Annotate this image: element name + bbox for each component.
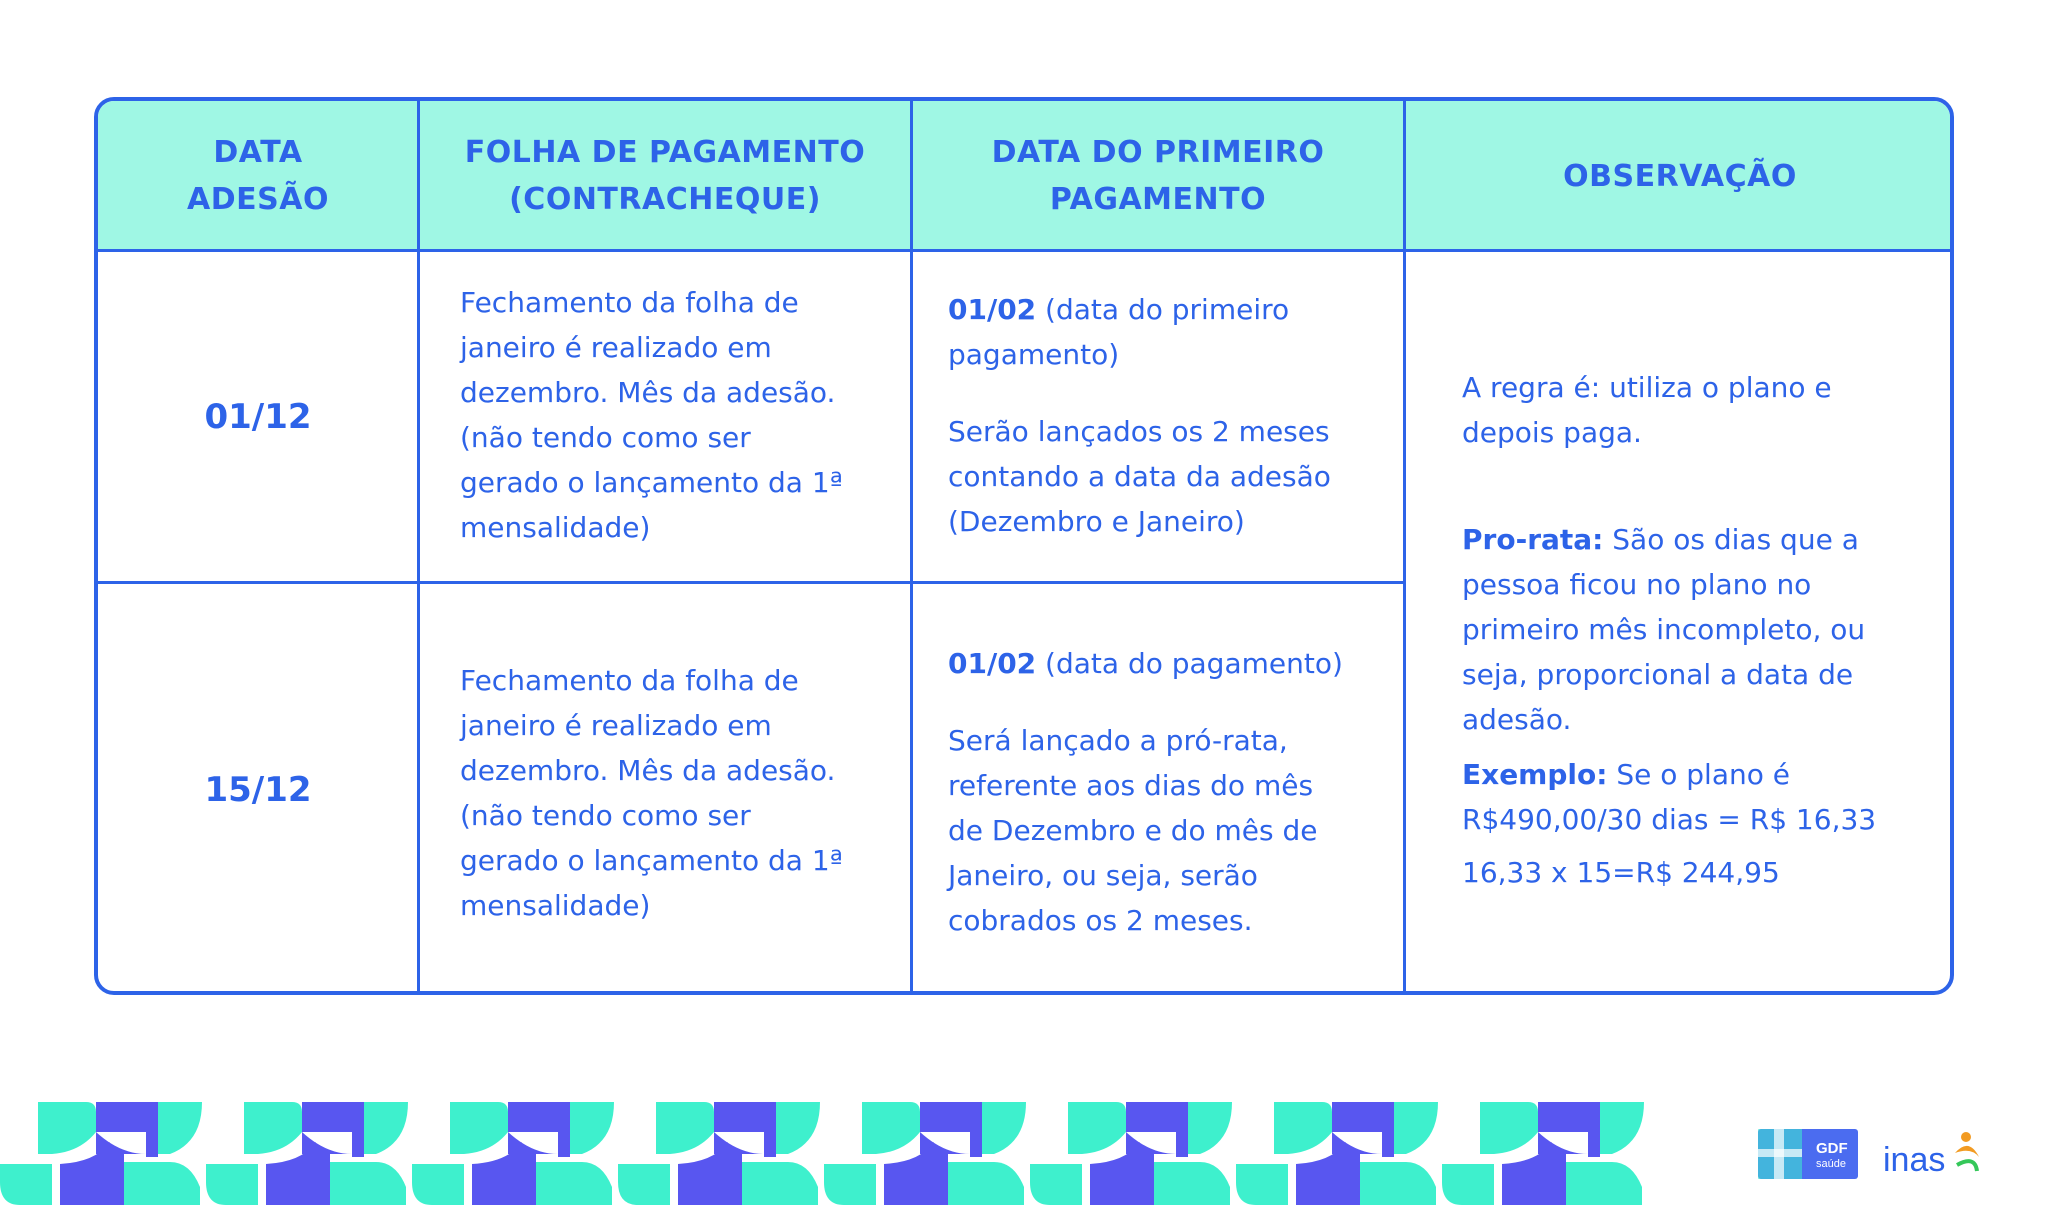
svg-text:saúde: saúde <box>1816 1158 1846 1170</box>
header-data-primeiro-pagamento: DATA DO PRIMEIRO PAGAMENTO <box>991 135 1325 217</box>
row1-pagamento: 01/02 (data do primeiro pagamento) Serão lançados os 2 meses contando a data da adesão (Dezembro e Janeiro) <box>948 293 1331 538</box>
header-folha-pagamento: FOLHA DE PAGAMENTO (CONTRACHEQUE) <box>464 135 866 217</box>
row1-folha: Fechamento da folha de janeiro é realizado em dezembro. Mês da adesão. (não tendo como ser gerado o lançamento da 1ª mensalidade) <box>460 286 843 544</box>
payment-table <box>94 97 1954 995</box>
decorative-pattern <box>0 1102 1662 1205</box>
row2-folha: Fechamento da folha de janeiro é realizado em dezembro. Mês da adesão. (não tendo como ser gerado o lançamento da 1ª mensalidade) <box>460 664 843 922</box>
row2-date: 15/12 <box>204 769 312 810</box>
inas-logo <box>1883 1127 1983 1183</box>
gdf-saude-logo <box>1758 1129 1858 1179</box>
row2-pagamento: 01/02 (data do pagamento) Será lançado a pró-rata, referente aos dias do mês de Dezembro e do mês de Janeiro, ou seja, serão cobrados os 2 meses. <box>948 647 1343 937</box>
observacao-text: A regra é: utiliza o plano e depois paga. Pro-rata: São os dias que a pessoa ficou no plano no primeiro mês incompleto, ou seja, proporcional a data de adesão. Exemplo: Se o plano é R$490,00/30 dias = R$ 16,33 16,33 x 15=R$ 244,95 <box>1462 371 1877 889</box>
header-data-adesao: DATA ADESÃO <box>187 135 329 217</box>
header-observacao: OBSERVAÇÃO <box>1563 158 1797 194</box>
row1-date: 01/12 <box>204 396 312 437</box>
svg-text:GDF: GDF <box>1816 1140 1848 1157</box>
svg-text:inas: inas <box>1883 1141 1946 1179</box>
